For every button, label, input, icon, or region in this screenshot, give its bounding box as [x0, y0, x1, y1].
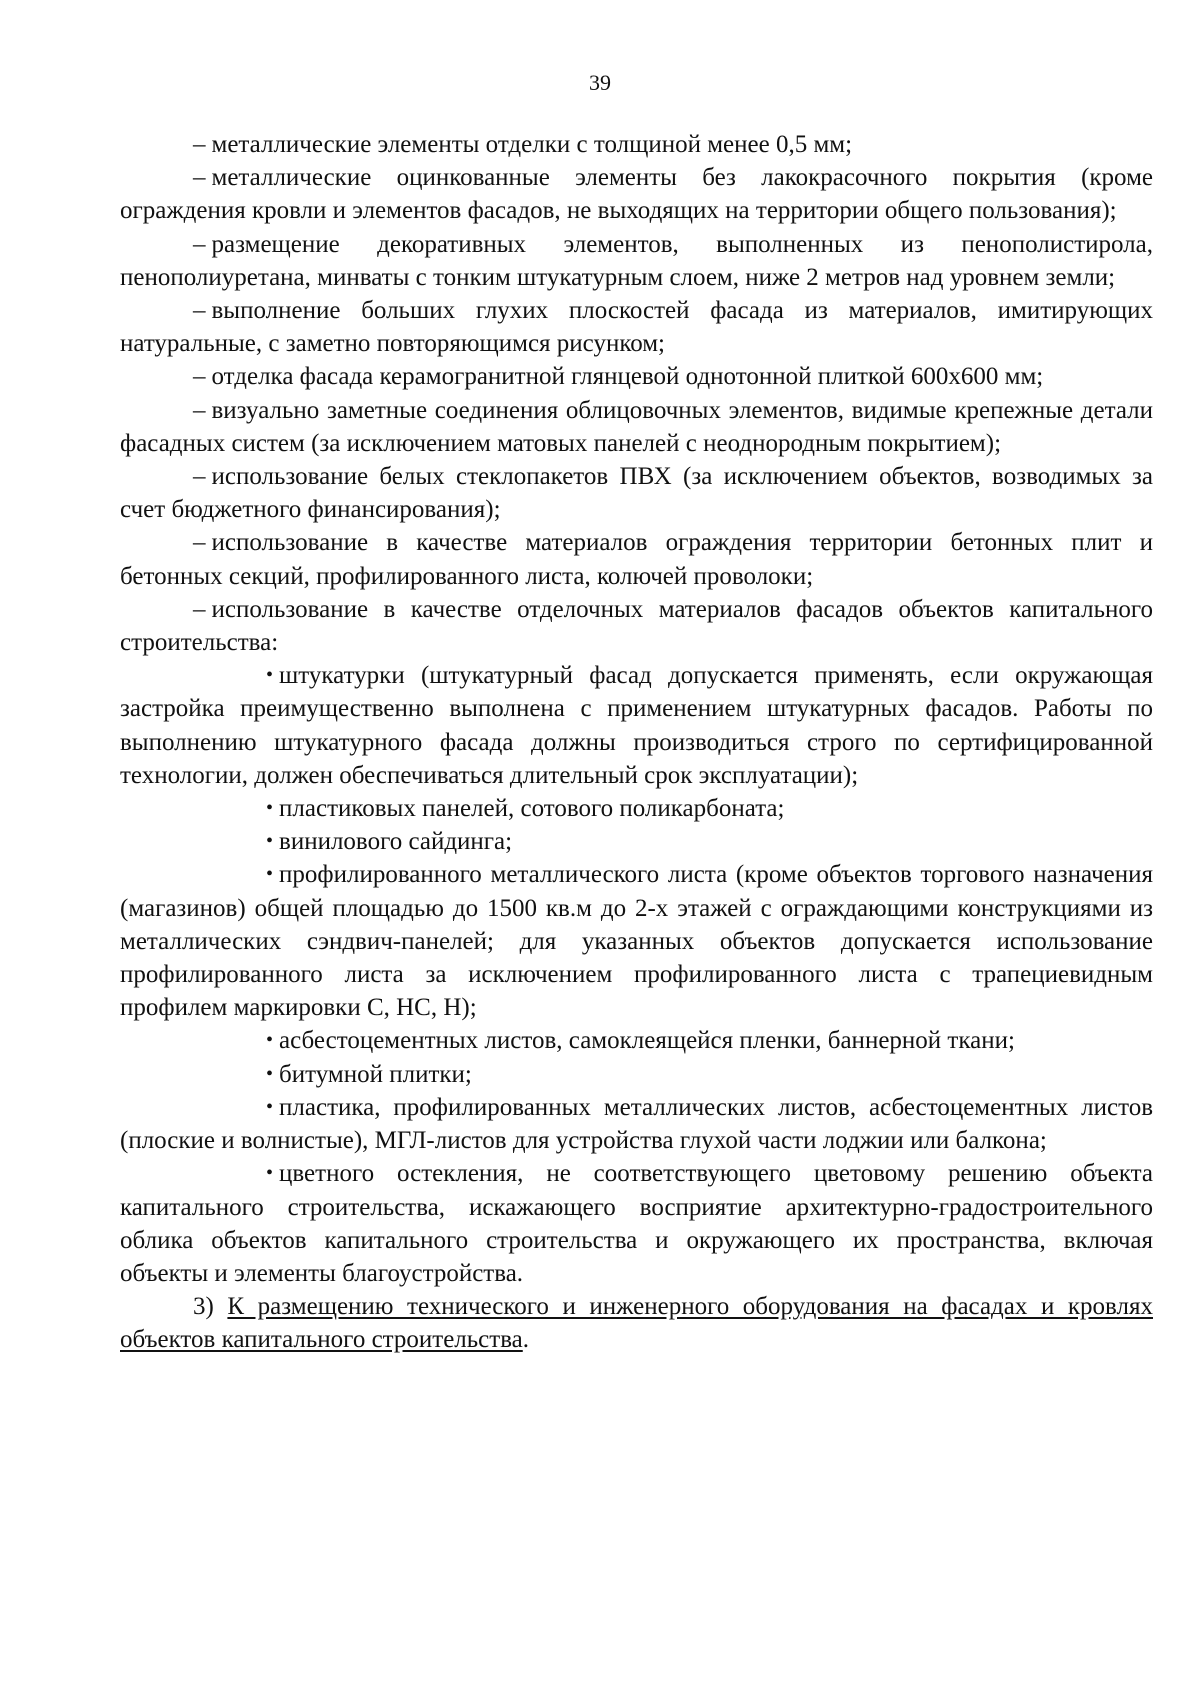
- list-item: [120, 294, 1153, 360]
- page-content: [120, 128, 1153, 1357]
- bullet-item: [120, 659, 1153, 792]
- bullet-item: [120, 1157, 1153, 1290]
- list-item: [120, 460, 1153, 526]
- list-item: [120, 526, 1153, 592]
- list-item: [120, 228, 1153, 294]
- list-item-text: использование в качестве отделочных материалов фасадов объектов капитального строительства:: [120, 595, 1153, 657]
- dash-marker: –: [193, 230, 206, 258]
- section-heading: [120, 1290, 1153, 1356]
- bullet-item-text: винилового сайдинга;: [279, 828, 513, 856]
- list-item: [120, 161, 1153, 227]
- bullet-icon: •: [266, 797, 274, 820]
- dash-marker: –: [193, 529, 206, 557]
- list-item-text: использование белых стеклопакетов ПВХ (за исключением объектов, возводимых за счет бюджетного финансирования);: [120, 463, 1153, 524]
- dash-marker: –: [193, 463, 206, 491]
- list-item-text: визуально заметные соединения облицовочных элементов, видимые крепежные детали фасадных систем (за исключением матовых панелей с неоднородным покрытием);: [120, 396, 1153, 457]
- dash-marker: –: [193, 396, 206, 424]
- dash-marker: –: [193, 297, 206, 325]
- list-item: [120, 593, 1153, 659]
- bullet-item-text: штукатурки (штукатурный фасад допускается применять, если окружающая застройка преимущественно выполнена с применением штукатурных фасадов. Работы по выполнению штукатурного фасада должны производиться строго по сертифицированной технологии, должен обеспечиваться длительный срок эксплуатации);: [120, 662, 1153, 789]
- bullet-item-text: битумной плитки;: [279, 1060, 472, 1088]
- list-item-text: использование в качестве материалов ограждения территории бетонных плит и бетонных секций, профилированного листа, колючей проволоки;: [120, 529, 1153, 590]
- dash-marker: –: [193, 595, 206, 623]
- bullet-item-text: пластика, профилированных металлических листов, асбестоцементных листов (плоские и волнистые), МГЛ-листов для устройства глухой части лоджии или балкона;: [120, 1093, 1153, 1155]
- bullet-item-text: цветного остекления, не соответствующего цветовому решению объекта капитального строительства, искажающего восприятие архитектурно-градостроительного облика объектов капитального строительства и окружающего их пространства, включая объекты и элементы благоустройства.: [120, 1160, 1153, 1287]
- list-item: [120, 360, 1153, 393]
- bullet-icon: •: [266, 830, 274, 853]
- bullet-item: [120, 825, 1153, 858]
- list-item: [120, 128, 1153, 161]
- list-item-text: выполнение больших глухих плоскостей фасада из материалов, имитирующих натуральные, с заметно повторяющимся рисунком;: [120, 297, 1153, 358]
- bullet-icon: •: [266, 1162, 274, 1185]
- page-number: 39: [589, 70, 611, 95]
- dash-marker: –: [193, 131, 206, 158]
- dash-marker: –: [193, 363, 206, 391]
- list-item: [120, 394, 1153, 460]
- bullet-item: [120, 1058, 1153, 1091]
- bullet-item: [120, 792, 1153, 825]
- bullet-icon: •: [266, 1095, 274, 1118]
- bullet-icon: •: [266, 863, 274, 886]
- section-heading-trailing: .: [522, 1326, 530, 1354]
- section-number: 3): [193, 1293, 214, 1321]
- list-item-text: отделка фасада керамогранитной глянцевой однотонной плиткой 600х600 мм;: [211, 363, 1044, 391]
- bullet-item: [120, 1024, 1153, 1057]
- list-item-text: металлические элементы отделки с толщиной менее 0,5 мм;: [211, 131, 853, 158]
- list-item-text: металлические оцинкованные элементы без лакокрасочного покрытия (кроме ограждения кровли и элементов фасадов, не выходящих на территории общего пользования);: [120, 164, 1153, 225]
- list-item-text: размещение декоративных элементов, выполненных из пенополистирола, пенополиуретана, минваты с тонким штукатурным слоем, ниже 2 метров над уровнем земли;: [120, 230, 1153, 291]
- bullet-item: [120, 1091, 1153, 1157]
- bullet-item: [120, 858, 1153, 1024]
- dash-marker: –: [193, 164, 206, 192]
- section-heading-text: К размещению технического и инженерного оборудования на фасадах и кровлях объектов капитального строительства: [120, 1293, 1153, 1354]
- bullet-item-text: профилированного металлического листа (кроме объектов торгового назначения (магазинов) общей площадью до 1500 кв.м до 2-х этажей с ограждающими конструкциями из металлических сэндвич-панелей; для указанных объектов допускается использование профилированного листа за исключением профилированного листа с трапециевидным профилем маркировки С, НС, Н);: [120, 861, 1153, 1022]
- bullet-item-text: асбестоцементных листов, самоклеящейся пленки, баннерной ткани;: [279, 1027, 1015, 1055]
- bullet-item-text: пластиковых панелей, сотового поликарбоната;: [279, 795, 785, 823]
- bullet-icon: •: [266, 1062, 274, 1085]
- bullet-icon: •: [266, 1029, 274, 1052]
- bullet-icon: •: [266, 664, 274, 687]
